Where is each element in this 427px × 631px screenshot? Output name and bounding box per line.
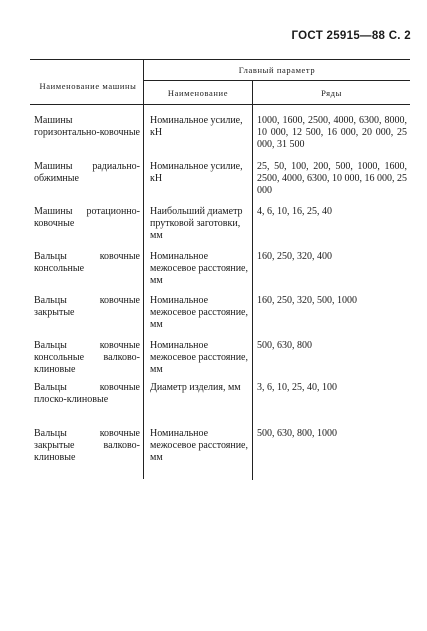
row-6-machine: Вальцы ковочные консольные валково-клиновые [34, 340, 140, 375]
parameters-table [30, 59, 410, 479]
row-5-machine: Вальцы ковочные закрытые [34, 295, 140, 318]
row-3-values: 4, 6, 10, 16, 25, 40 [257, 206, 332, 217]
row-7-param: Диаметр изделия, мм [150, 382, 241, 393]
row-5-param: Номинальное межосевое расстояние, мм [150, 295, 248, 330]
header-split-rule [143, 80, 410, 81]
page-header: ГОСТ 25915—88 С. 2 [291, 30, 411, 42]
row-7-machine: Вальцы ковочные плоско-клиновые [34, 382, 140, 405]
row-3-machine: Машины ротационно-ковочные [34, 206, 140, 229]
row-2-values: 25, 50, 100, 200, 500, 1000, 1600, 2500, 4000, 6300, 10 000, 16 000, 25 000 [257, 161, 407, 196]
row-1-values: 1000, 1600, 2500, 4000, 6300, 8000, 10 000, 12 500, 16 000, 20 000, 25 000, 31 500 [257, 115, 407, 150]
row-8-values: 500, 630, 800, 1000 [257, 428, 337, 439]
col-rows-header: Ряды [321, 88, 342, 98]
row-3-param: Наибольший диаметр прутковой заготовки, мм [150, 206, 243, 241]
row-4-param: Номинальное межосевое расстояние, мм [150, 251, 248, 286]
row-1-machine: Машины горизонтально-ковочные [34, 115, 140, 138]
row-4-values: 160, 250, 320, 400 [257, 251, 332, 262]
row-1-param: Номинальное усилие, кН [150, 115, 243, 138]
row-6-param: Номинальное межосевое расстояние, мм [150, 340, 248, 375]
col-param-name-header: Наименование [167, 88, 229, 98]
col-machine-header: Наименование машины [39, 81, 137, 91]
header-bottom-rule [30, 104, 410, 105]
column-divider-2 [252, 80, 253, 480]
row-8-param: Номинальное межосевое расстояние, мм [150, 428, 248, 463]
row-7-values: 3, 6, 10, 25, 40, 100 [257, 382, 337, 393]
column-divider-1 [143, 59, 144, 479]
row-2-param: Номинальное усилие, кН [150, 161, 243, 184]
row-5-values: 160, 250, 320, 500, 1000 [257, 295, 357, 306]
row-6-values: 500, 630, 800 [257, 340, 312, 351]
table-top-rule [30, 59, 410, 60]
row-4-machine: Вальцы ковочные консольные [34, 251, 140, 274]
row-8-machine: Вальцы ковочные закрытые валково-клиновые [34, 428, 140, 463]
row-2-machine: Машины радиально-обжимные [34, 161, 140, 184]
col-main-param-header: Главный параметр [238, 65, 316, 75]
